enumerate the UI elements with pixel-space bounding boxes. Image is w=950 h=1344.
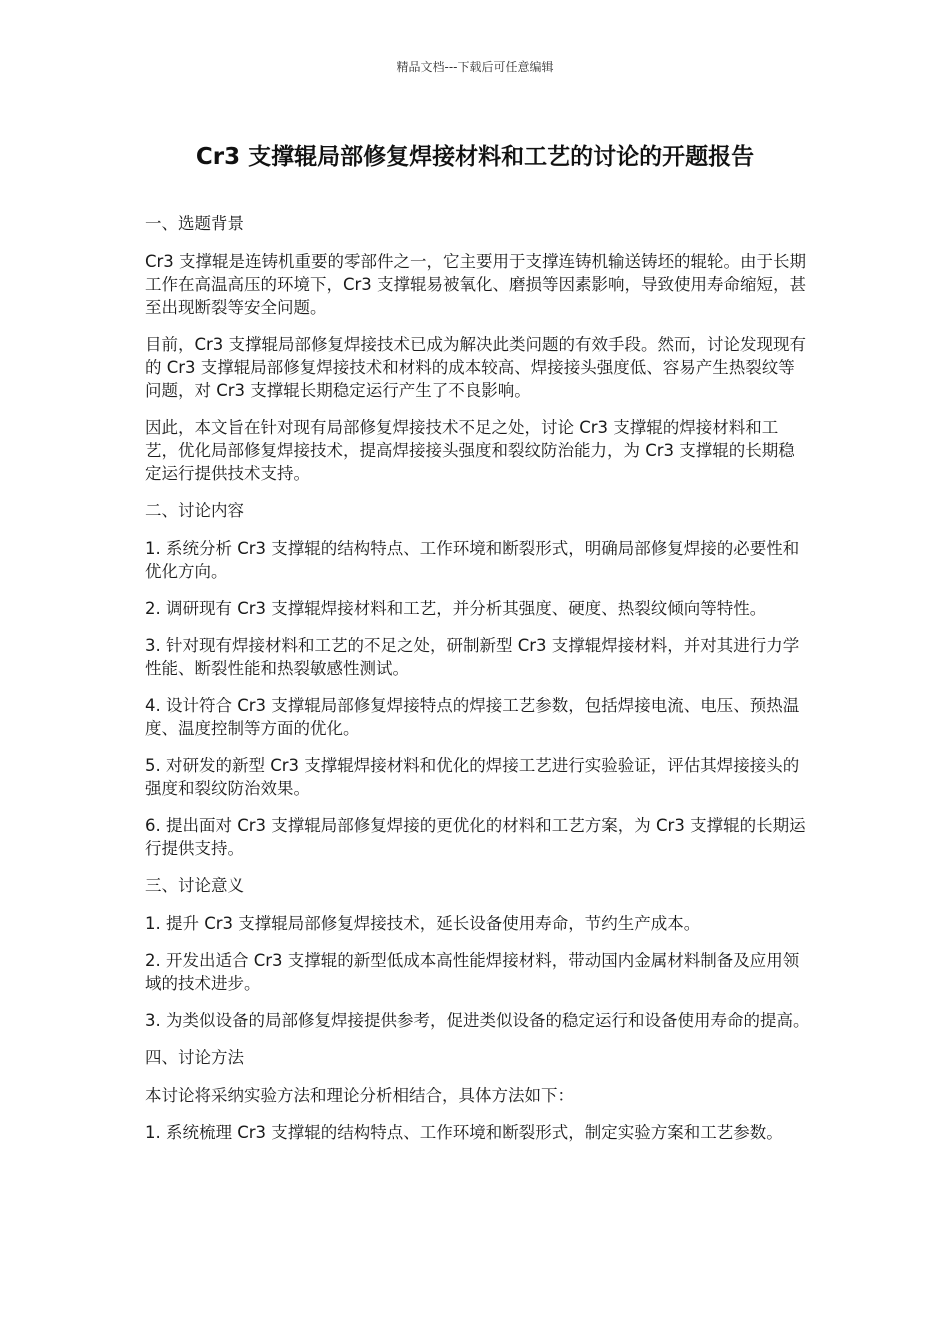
section-heading-background: 一、选题背景 — [145, 214, 244, 233]
list-item: 2. 开发出适合 Cr3 支撑辊的新型低成本高性能焊接材料，带动国内金属材料制备及应用领域的技术进步。 — [145, 951, 800, 993]
document-body — [145, 212, 810, 1158]
section-heading-significance: 三、讨论意义 — [145, 876, 244, 895]
list-item: 3. 为类似设备的局部修复焊接提供参考，促进类似设备的稳定运行和设备使用寿命的提高。 — [145, 1011, 810, 1030]
section-heading-method: 四、讨论方法 — [145, 1048, 244, 1067]
page-header: 精品文档---下载后可任意编辑 — [396, 60, 554, 74]
list-item: 6. 提出面对 Cr3 支撑辊局部修复焊接的更优化的材料和工艺方案，为 Cr3 支撑辊的长期运行提供支持。 — [145, 816, 806, 858]
list-item: 4. 设计符合 Cr3 支撑辊局部修复焊接特点的焊接工艺参数，包括焊接电流、电压、预热温度、温度控制等方面的优化。 — [145, 696, 800, 738]
paragraph: 本讨论将采纳实验方法和理论分析相结合，具体方法如下： — [145, 1086, 574, 1105]
list-item: 1. 提升 Cr3 支撑辊局部修复焊接技术，延长设备使用寿命，节约生产成本。 — [145, 914, 701, 933]
list-item: 5. 对研发的新型 Cr3 支撑辊焊接材料和优化的焊接工艺进行实验验证，评估其焊接接头的强度和裂纹防治效果。 — [145, 756, 800, 798]
list-item: 1. 系统梳理 Cr3 支撑辊的结构特点、工作环境和断裂形式，制定实验方案和工艺参数。 — [145, 1123, 783, 1142]
list-item: 3. 针对现有焊接材料和工艺的不足之处，研制新型 Cr3 支撑辊焊接材料，并对其进行力学性能、断裂性能和热裂敏感性测试。 — [145, 636, 800, 678]
list-item: 1. 系统分析 Cr3 支撑辊的结构特点、工作环境和断裂形式，明确局部修复焊接的必要性和优化方向。 — [145, 539, 800, 581]
paragraph: 因此，本文旨在针对现有局部修复焊接技术不足之处，讨论 Cr3 支撑辊的焊接材料和工艺，优化局部修复焊接技术，提高焊接接头强度和裂纹防治能力，为 Cr3 支撑辊的长期稳定运行提供技术支持。 — [145, 418, 795, 483]
list-item: 2. 调研现有 Cr3 支撑辊焊接材料和工艺，并分析其强度、硬度、热裂纹倾向等特性。 — [145, 599, 767, 618]
section-heading-content: 二、讨论内容 — [145, 501, 244, 520]
paragraph: 目前，Cr3 支撑辊局部修复焊接技术已成为解决此类问题的有效手段。然而，讨论发现现有的 Cr3 支撑辊局部修复焊接技术和材料的成本较高、焊接接头强度低、容易产生热裂纹等问题，对 Cr3 支撑辊长期稳定运行产生了不良影响。 — [145, 335, 807, 400]
document-title: Cr3 支撑辊局部修复焊接材料和工艺的讨论的开题报告 — [195, 144, 755, 170]
paragraph: Cr3 支撑辊是连铸机重要的零部件之一，它主要用于支撑连铸机输送铸坯的辊轮。由于长期工作在高温高压的环境下，Cr3 支撑辊易被氧化、磨损等因素影响，导致使用寿命缩短，甚至出现断裂等安全问题。 — [145, 252, 807, 317]
